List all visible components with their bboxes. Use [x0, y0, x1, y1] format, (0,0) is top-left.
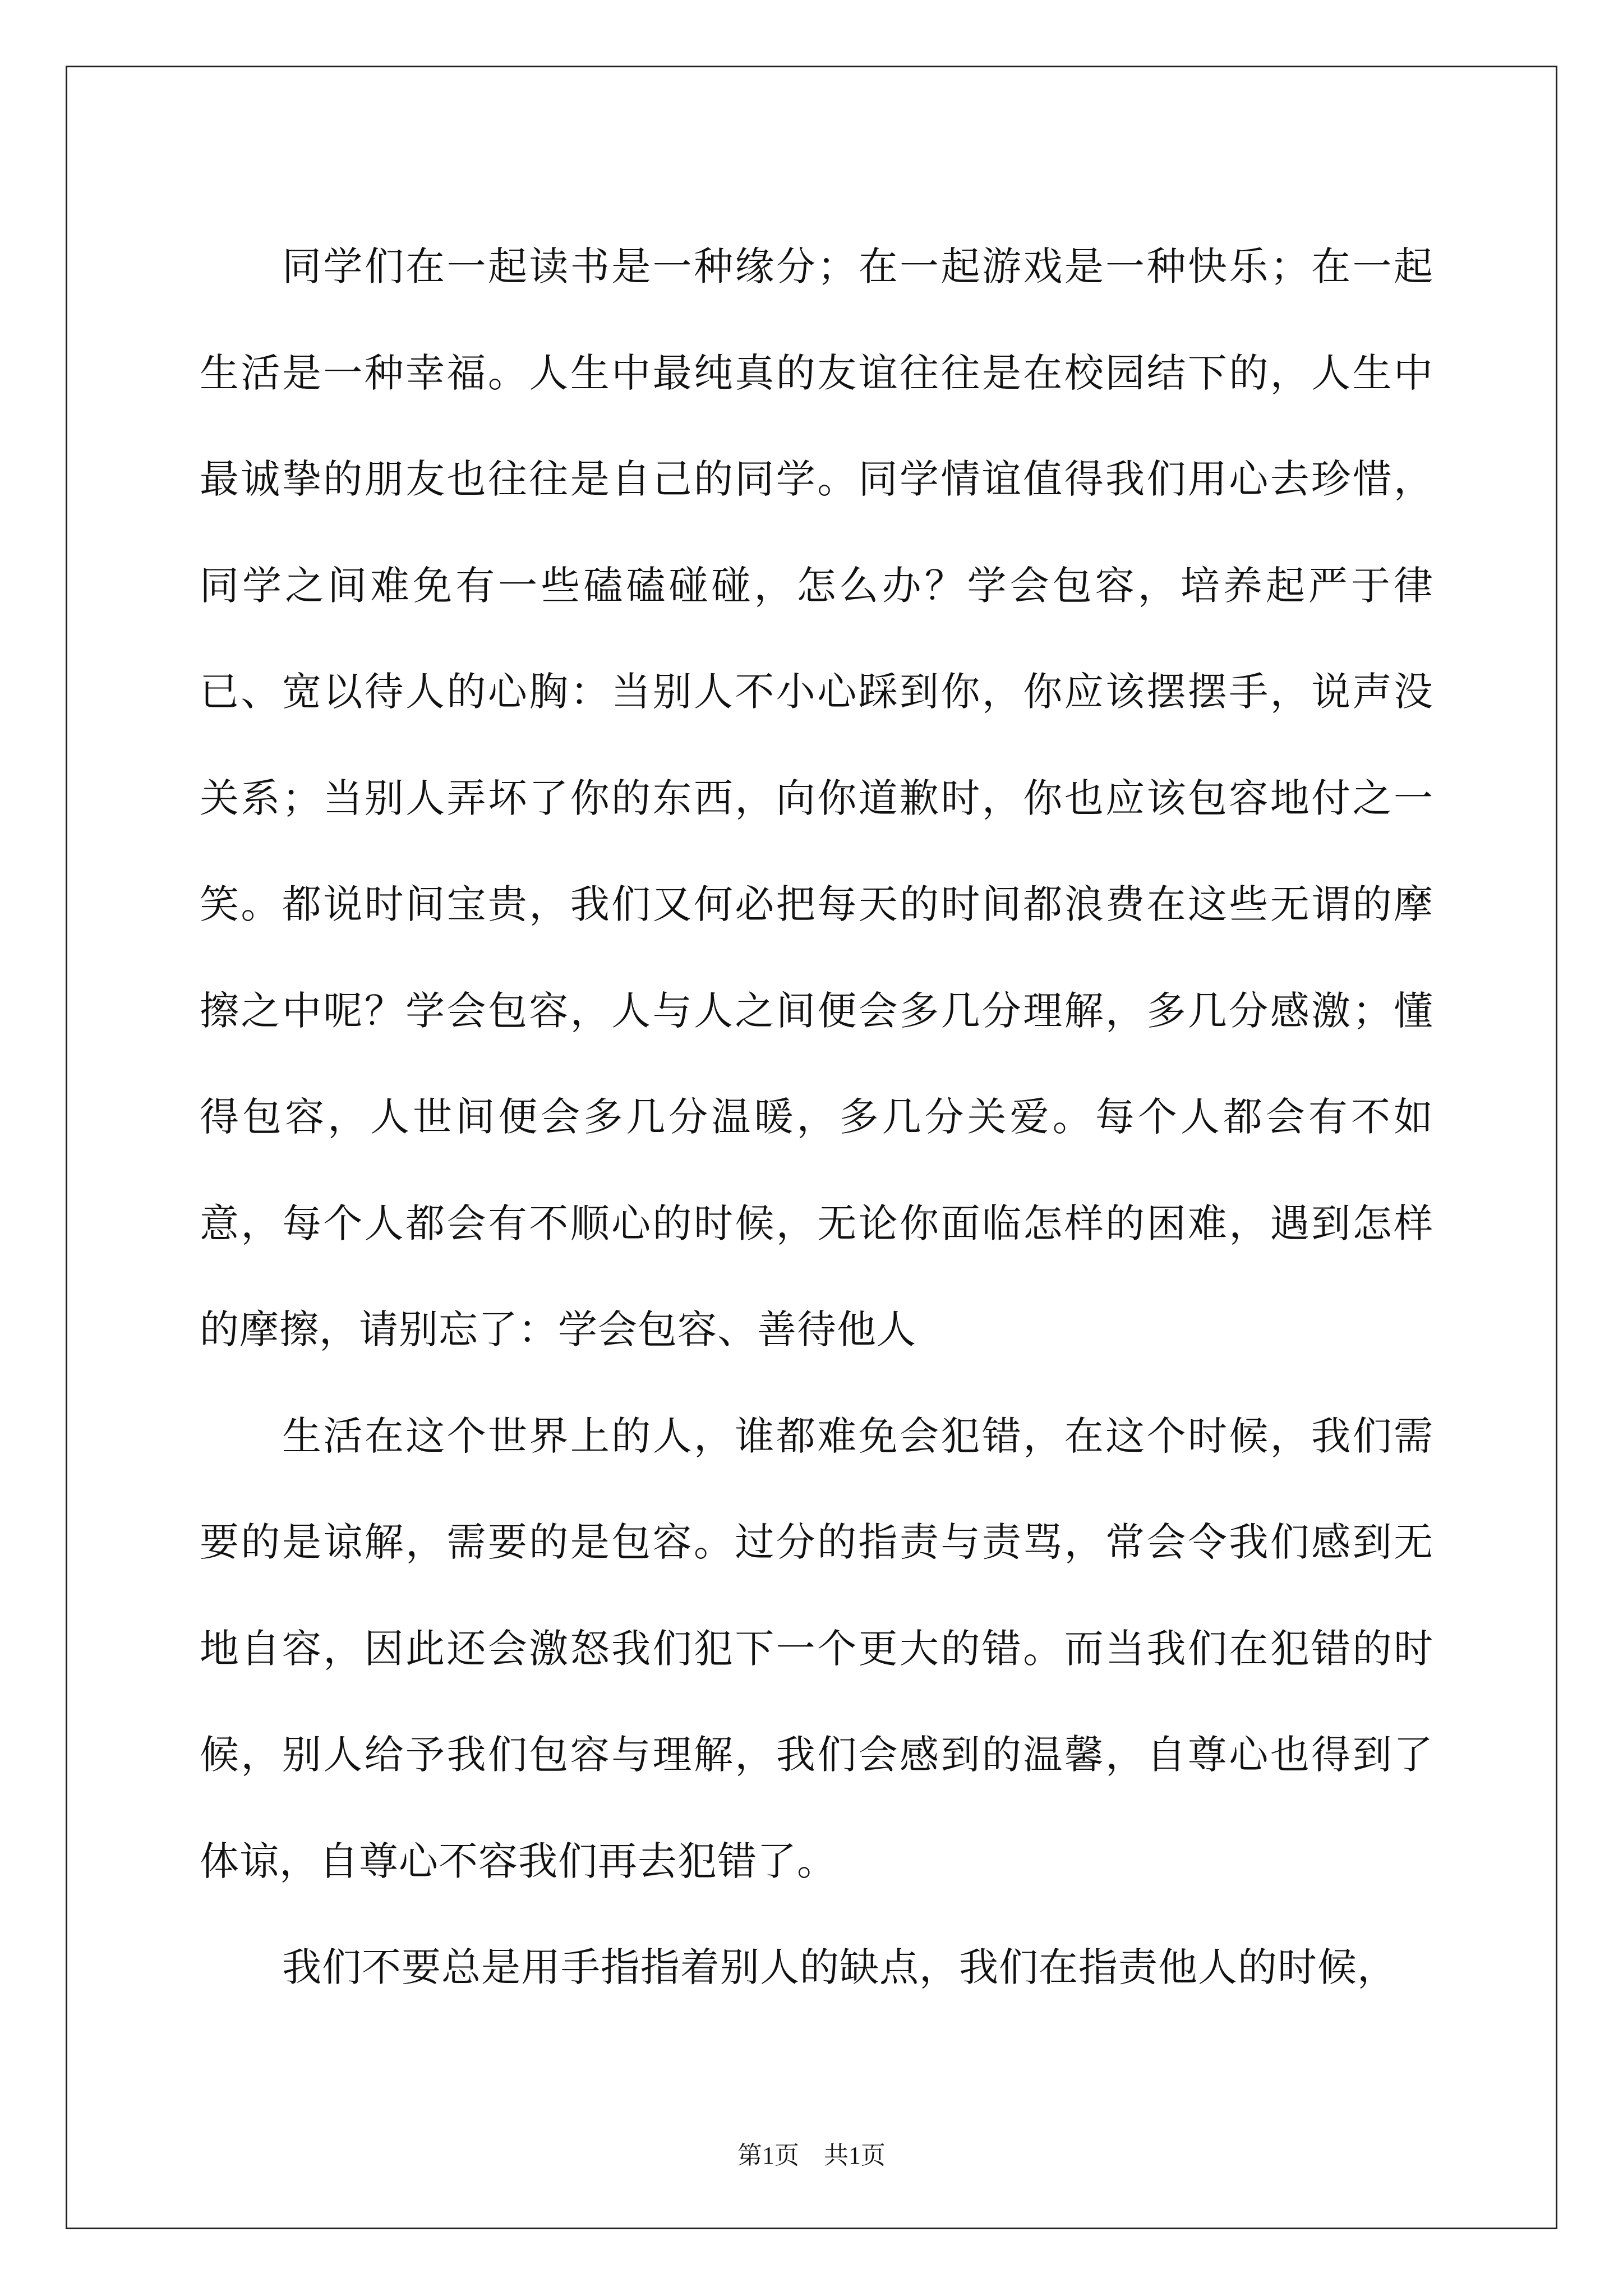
paragraph-3: 我们不要总是用手指指着别人的缺点，我们在指责他人的时候，: [282, 1944, 1397, 1990]
page-number-total: 共1页: [824, 2142, 886, 2169]
document-body: [200, 214, 1433, 2021]
paragraph-1: 同学们在一起读书是一种缘分；在一起游戏是一种快乐；在一起生活是一种幸福。人生中最纯真的友谊往往是在校园结下的，人生中最诚挚的朋友也往往是自己的同学。同学情谊值得我们用心去珍惜，同学之间难免有一些磕磕碰碰，怎么办？学会包容，培养起严于律已、宽以待人的心胸：当别人不小心踩到你，你应该摆摆手，说声没关系；当别人弄坏了你的东西，向你道歉时，你也应该包容地付之一笑。都说时间宝贵，我们又何必把每天的时间都浪费在这些无谓的摩擦之中呢？学会包容，人与人之间便会多几分理解，多几分感激；懂得包容，人世间便会多几分温暖，多几分关爱。每个人都会有不如意，每个人都会有不顺心的时候，无论你面临怎样的困难，遇到怎样的摩擦，请别忘了：学会包容、善待他人: [200, 243, 1433, 1352]
page-number-current: 第1页: [737, 2142, 799, 2169]
paragraph-2: 生活在这个世界上的人，谁都难免会犯错，在这个时候，我们需要的是谅解，需要的是包容。过分的指责与责骂，常会令我们感到无地自容，因此还会激怒我们犯下一个更大的错。而当我们在犯错的时候，别人给予我们包容与理解，我们会感到的温馨，自尊心也得到了体谅，自尊心不容我们再去犯错了。: [200, 1412, 1433, 1884]
page-footer: [0, 2139, 1623, 2173]
